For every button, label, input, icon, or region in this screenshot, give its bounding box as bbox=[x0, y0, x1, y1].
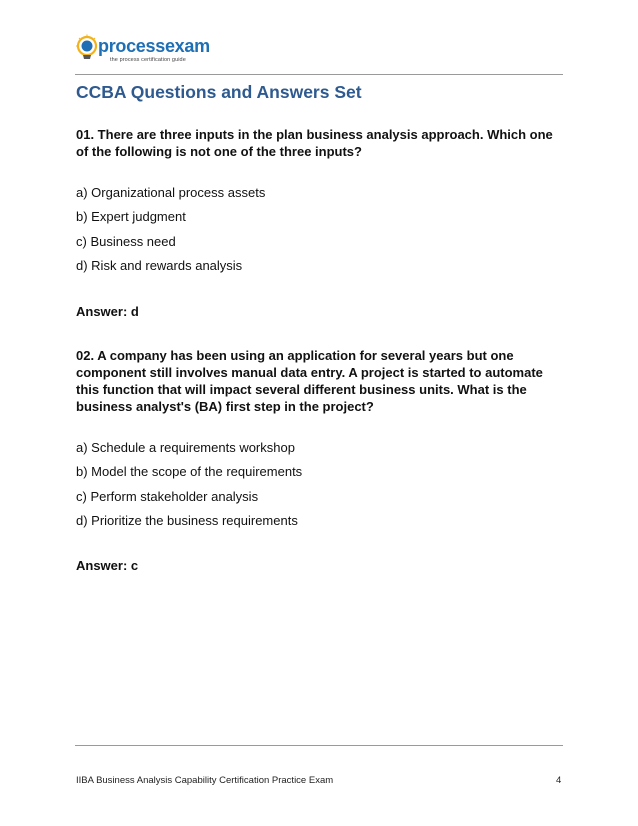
footer-text: IIBA Business Analysis Capability Certification Practice Exam bbox=[76, 775, 334, 786]
question-2-text: 02. A company has been using an application for several years but one component still involves manual data entry. A project is started to automate this function that will impact several different business units. What is the business analyst's (BA) first step in the project? bbox=[76, 348, 543, 414]
question-1-option-a: a) Organizational process assets bbox=[76, 185, 266, 200]
footer-divider bbox=[75, 745, 563, 746]
question-1-answer: Answer: d bbox=[76, 304, 139, 319]
question-1-option-c: c) Business need bbox=[76, 234, 176, 249]
question-2-option-c: c) Perform stakeholder analysis bbox=[76, 489, 259, 504]
question-2-answer: Answer: c bbox=[76, 558, 139, 573]
question-2-option-d: d) Prioritize the business requirements bbox=[76, 513, 298, 528]
logo-wordmark-exam: exam bbox=[164, 36, 210, 56]
question-2-option-b: b) Model the scope of the requirements bbox=[76, 464, 303, 479]
page-number: 4 bbox=[556, 775, 562, 786]
logo-wordmark-process: process bbox=[98, 36, 165, 56]
logo-wordmark bbox=[98, 36, 210, 56]
processexam-logo bbox=[76, 34, 216, 70]
question-1-text: 01. There are three inputs in the plan business analysis approach. Which one of the following is not one of the three inputs? bbox=[76, 127, 553, 159]
question-2-option-a: a) Schedule a requirements workshop bbox=[76, 440, 295, 455]
logo-tagline: the process certification guide bbox=[110, 57, 186, 63]
question-1-option-d: d) Risk and rewards analysis bbox=[76, 258, 243, 273]
header-divider bbox=[75, 74, 563, 75]
question-1-option-b: b) Expert judgment bbox=[76, 209, 186, 224]
page-title: CCBA Questions and Answers Set bbox=[76, 82, 362, 102]
